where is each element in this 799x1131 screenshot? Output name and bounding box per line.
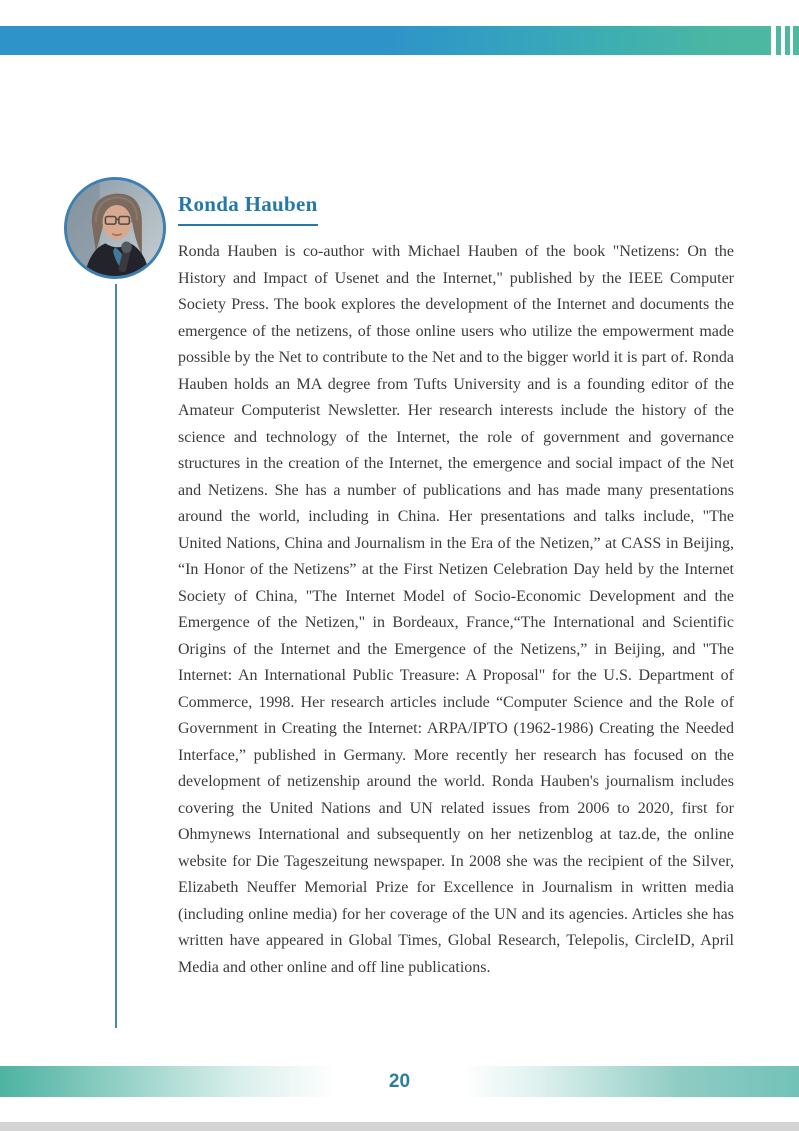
bio-section (178, 192, 734, 981)
header-stripe-gap (771, 26, 776, 55)
portrait-illustration (67, 180, 163, 276)
biography-text: Ronda Hauben is co-author with Michael Hauben of the book "Netizens: On the History and Impact of Usenet and the Internet," published by the IEEE Computer Society Press. The book explores the development of the Internet and documents the emergence of the netizens, of those online users who utilize the empowerment made possible by the Net to contribute to the Net and to the bigger world it is part of. Ronda Hauben holds an MA degree from Tufts University and is a founding editor of the Amateur Computerist Newsletter. Her research interests include the history of the science and technology of the Internet, the role of government and governance structures in the creation of the Internet, the emergence and social impact of the Net and Netizens. She has a number of publications and has made many presentations around the world, including in China. Her presentations and talks include, "The United Nations, China and Journalism in the Era of the Netizen,” at CASS in Beijing, “In Honor of the Netizens” at the First Netizen Celebration Day held by the Internet Society of China, "The Internet Model of Socio-Economic Development and the Emergence of the Netizen," in Bordeaux, France,“The International and Scientific Origins of the Internet and the Emergence of the Netizens,” in Beijing, and "The Internet: An International Public Treasure: A Proposal" for the U.S. Department of Commerce, 1998. Her research articles include “Computer Science and the Role of Government in Creating the Internet: ARPA/IPTO (1962-1986) Creating the Needed Interface,” published in Germany. More recently her research has focused on the development of netizenship around the world. Ronda Hauben's journalism includes covering the United Nations and UN related issues from 2006 to 2020, first for Ohmynews International and subsequently on her netizenblog at taz.de, the online website for Die Tageszeitung newspaper. In 2008 she was the recipient of the Silver, Elizabeth Neuffer Memorial Prize for Excellence in Journalism in written media (including online media) for her coverage of the UN and its agencies. Articles she has written have appeared in Global Times, Global Research, Telepolis, CircleID, April Media and other online and off line publications. (178, 243, 734, 976)
photo-connector-line (115, 284, 117, 1028)
header-stripe-gap (790, 26, 793, 55)
footer-gradient-band (0, 1066, 799, 1097)
person-name-heading: Ronda Hauben (178, 192, 318, 226)
header-gradient-band (0, 26, 799, 55)
page-number: 20 (388, 1071, 411, 1092)
profile-photo (64, 177, 166, 279)
page-bottom-edge (0, 1122, 799, 1131)
header-stripe-gap (781, 26, 785, 55)
